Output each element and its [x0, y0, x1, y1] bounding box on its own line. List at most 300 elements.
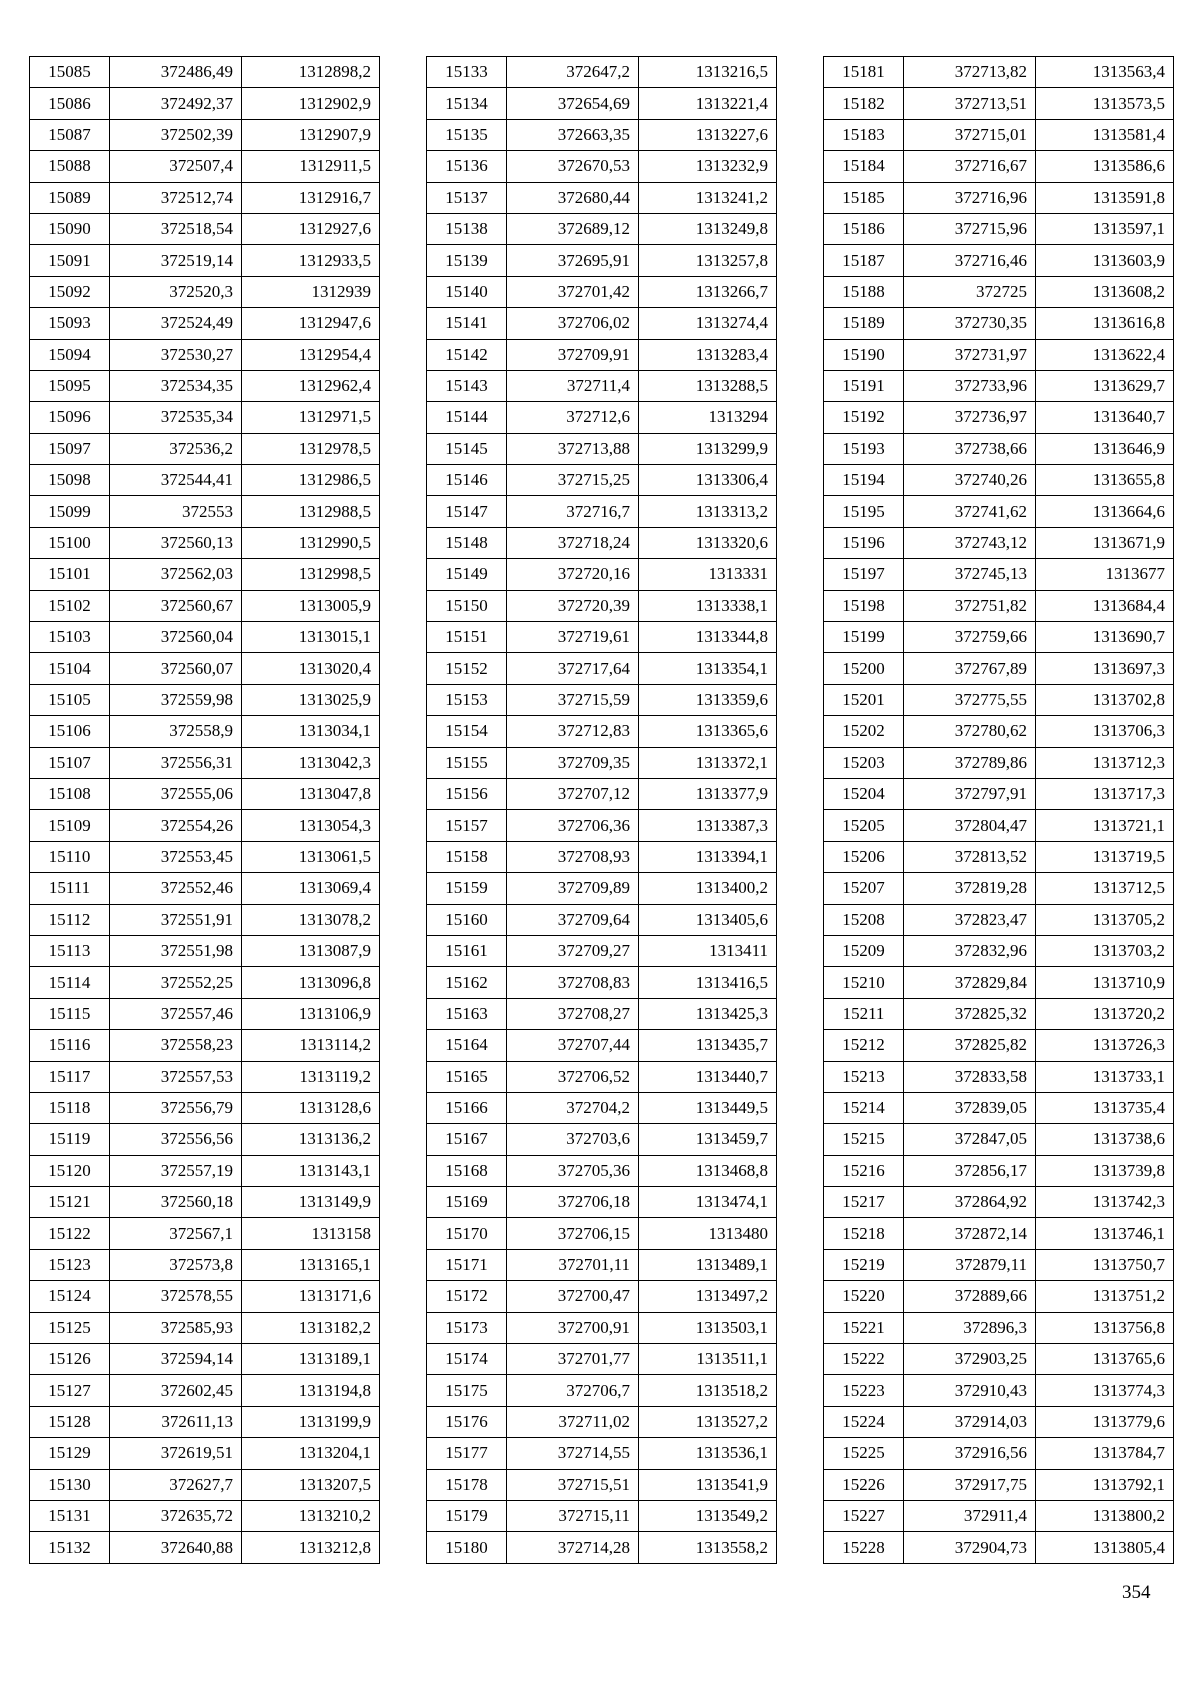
- table-row: [30, 1406, 380, 1437]
- x-coordinate-cell: 372725: [904, 276, 1036, 307]
- table-row: [30, 465, 380, 496]
- y-coordinate-cell: 1313015,1: [242, 622, 380, 653]
- point-id-cell: 15122: [30, 1218, 110, 1249]
- point-id-cell: 15134: [427, 88, 507, 119]
- y-coordinate-cell: 1313306,4: [639, 465, 777, 496]
- x-coordinate-cell: 372713,88: [507, 433, 639, 464]
- y-coordinate-cell: 1313216,5: [639, 57, 777, 88]
- point-id-cell: 15177: [427, 1438, 507, 1469]
- point-id-cell: 15145: [427, 433, 507, 464]
- x-coordinate-cell: 372715,96: [904, 213, 1036, 244]
- y-coordinate-cell: 1313474,1: [639, 1187, 777, 1218]
- y-coordinate-cell: 1313751,2: [1036, 1281, 1174, 1312]
- y-coordinate-cell: 1313210,2: [242, 1500, 380, 1531]
- y-coordinate-cell: 1313726,3: [1036, 1030, 1174, 1061]
- point-id-cell: 15228: [824, 1532, 904, 1563]
- point-id-cell: 15191: [824, 370, 904, 401]
- point-id-cell: 15112: [30, 904, 110, 935]
- y-coordinate-cell: 1313697,3: [1036, 653, 1174, 684]
- point-id-cell: 15215: [824, 1124, 904, 1155]
- point-id-cell: 15114: [30, 967, 110, 998]
- point-id-cell: 15205: [824, 810, 904, 841]
- x-coordinate-cell: 372917,75: [904, 1469, 1036, 1500]
- y-coordinate-cell: 1313106,9: [242, 998, 380, 1029]
- x-coordinate-cell: 372711,4: [507, 370, 639, 401]
- x-coordinate-cell: 372558,9: [110, 716, 242, 747]
- x-coordinate-cell: 372780,62: [904, 716, 1036, 747]
- x-coordinate-cell: 372715,01: [904, 119, 1036, 150]
- x-coordinate-cell: 372789,86: [904, 747, 1036, 778]
- x-coordinate-cell: 372709,89: [507, 873, 639, 904]
- point-id-cell: 15153: [427, 684, 507, 715]
- point-id-cell: 15168: [427, 1155, 507, 1186]
- point-id-cell: 15207: [824, 873, 904, 904]
- x-coordinate-cell: 372635,72: [110, 1500, 242, 1531]
- table-row: [30, 1030, 380, 1061]
- point-id-cell: 15110: [30, 841, 110, 872]
- table-row: [427, 1218, 777, 1249]
- table-row: [30, 151, 380, 182]
- y-coordinate-cell: 1313536,1: [639, 1438, 777, 1469]
- y-coordinate-cell: 1313199,9: [242, 1406, 380, 1437]
- x-coordinate-cell: 372585,93: [110, 1312, 242, 1343]
- y-coordinate-cell: 1313603,9: [1036, 245, 1174, 276]
- x-coordinate-cell: 372524,49: [110, 308, 242, 339]
- y-coordinate-cell: 1313274,4: [639, 308, 777, 339]
- y-coordinate-cell: 1313702,8: [1036, 684, 1174, 715]
- point-id-cell: 15171: [427, 1249, 507, 1280]
- point-id-cell: 15092: [30, 276, 110, 307]
- y-coordinate-cell: 1313087,9: [242, 935, 380, 966]
- x-coordinate-cell: 372701,42: [507, 276, 639, 307]
- table-row: [427, 1187, 777, 1218]
- x-coordinate-cell: 372551,98: [110, 935, 242, 966]
- table-row: [824, 1469, 1174, 1500]
- x-coordinate-cell: 372713,51: [904, 88, 1036, 119]
- y-coordinate-cell: 1313440,7: [639, 1061, 777, 1092]
- table-row: [824, 339, 1174, 370]
- x-coordinate-cell: 372745,13: [904, 559, 1036, 590]
- y-coordinate-cell: 1312907,9: [242, 119, 380, 150]
- x-coordinate-cell: 372731,97: [904, 339, 1036, 370]
- table-row: [427, 276, 777, 307]
- point-id-cell: 15222: [824, 1344, 904, 1375]
- y-coordinate-cell: 1313128,6: [242, 1092, 380, 1123]
- point-id-cell: 15144: [427, 402, 507, 433]
- y-coordinate-cell: 1313042,3: [242, 747, 380, 778]
- table-row: [824, 873, 1174, 904]
- table-row: [30, 684, 380, 715]
- point-id-cell: 15213: [824, 1061, 904, 1092]
- x-coordinate-cell: 372486,49: [110, 57, 242, 88]
- point-id-cell: 15218: [824, 1218, 904, 1249]
- point-id-cell: 15156: [427, 778, 507, 809]
- x-coordinate-cell: 372700,47: [507, 1281, 639, 1312]
- y-coordinate-cell: 1313054,3: [242, 810, 380, 841]
- point-id-cell: 15124: [30, 1281, 110, 1312]
- table-row: [824, 967, 1174, 998]
- table-row: [427, 653, 777, 684]
- x-coordinate-cell: 372556,79: [110, 1092, 242, 1123]
- y-coordinate-cell: 1313756,8: [1036, 1312, 1174, 1343]
- table-row: [824, 88, 1174, 119]
- y-coordinate-cell: 1313738,6: [1036, 1124, 1174, 1155]
- point-id-cell: 15192: [824, 402, 904, 433]
- y-coordinate-cell: 1313792,1: [1036, 1469, 1174, 1500]
- table-row: [427, 747, 777, 778]
- y-coordinate-cell: 1312986,5: [242, 465, 380, 496]
- point-id-cell: 15085: [30, 57, 110, 88]
- table-row: [824, 433, 1174, 464]
- point-id-cell: 15100: [30, 527, 110, 558]
- x-coordinate-cell: 372627,7: [110, 1469, 242, 1500]
- x-coordinate-cell: 372560,04: [110, 622, 242, 653]
- y-coordinate-cell: 1312947,6: [242, 308, 380, 339]
- table-row: [824, 904, 1174, 935]
- y-coordinate-cell: 1313372,1: [639, 747, 777, 778]
- y-coordinate-cell: 1313020,4: [242, 653, 380, 684]
- point-id-cell: 15203: [824, 747, 904, 778]
- table-row: [824, 1124, 1174, 1155]
- table-row: [30, 967, 380, 998]
- table-row: [824, 57, 1174, 88]
- x-coordinate-cell: 372553: [110, 496, 242, 527]
- x-coordinate-cell: 372701,77: [507, 1344, 639, 1375]
- point-id-cell: 15176: [427, 1406, 507, 1437]
- y-coordinate-cell: 1313232,9: [639, 151, 777, 182]
- x-coordinate-cell: 372759,66: [904, 622, 1036, 653]
- table-row: [427, 433, 777, 464]
- x-coordinate-cell: 372708,27: [507, 998, 639, 1029]
- table-row: [30, 1344, 380, 1375]
- table-row: [30, 433, 380, 464]
- x-coordinate-cell: 372718,24: [507, 527, 639, 558]
- table-row: [824, 1092, 1174, 1123]
- point-id-cell: 15214: [824, 1092, 904, 1123]
- x-coordinate-cell: 372647,2: [507, 57, 639, 88]
- point-id-cell: 15194: [824, 465, 904, 496]
- x-coordinate-cell: 372797,91: [904, 778, 1036, 809]
- point-id-cell: 15128: [30, 1406, 110, 1437]
- table-row: [427, 308, 777, 339]
- table-row: [824, 747, 1174, 778]
- y-coordinate-cell: 1313143,1: [242, 1155, 380, 1186]
- table-row: [824, 1438, 1174, 1469]
- y-coordinate-cell: 1313435,7: [639, 1030, 777, 1061]
- x-coordinate-cell: 372557,53: [110, 1061, 242, 1092]
- table-row: [427, 57, 777, 88]
- point-id-cell: 15193: [824, 433, 904, 464]
- table-row: [427, 1406, 777, 1437]
- y-coordinate-cell: 1313746,1: [1036, 1218, 1174, 1249]
- x-coordinate-cell: 372823,47: [904, 904, 1036, 935]
- y-coordinate-cell: 1313359,6: [639, 684, 777, 715]
- y-coordinate-cell: 1313249,8: [639, 213, 777, 244]
- y-coordinate-cell: 1313541,9: [639, 1469, 777, 1500]
- y-coordinate-cell: 1313331: [639, 559, 777, 590]
- table-row: [824, 810, 1174, 841]
- x-coordinate-cell: 372555,06: [110, 778, 242, 809]
- table-row: [427, 1092, 777, 1123]
- y-coordinate-cell: 1313221,4: [639, 88, 777, 119]
- table-row: [824, 1249, 1174, 1280]
- table-row: [824, 119, 1174, 150]
- table-row: [824, 935, 1174, 966]
- y-coordinate-cell: 1313616,8: [1036, 308, 1174, 339]
- y-coordinate-cell: 1313640,7: [1036, 402, 1174, 433]
- point-id-cell: 15166: [427, 1092, 507, 1123]
- point-id-cell: 15140: [427, 276, 507, 307]
- table-row: [30, 57, 380, 88]
- x-coordinate-cell: 372736,97: [904, 402, 1036, 433]
- point-id-cell: 15209: [824, 935, 904, 966]
- x-coordinate-cell: 372709,91: [507, 339, 639, 370]
- point-id-cell: 15106: [30, 716, 110, 747]
- table-row: [30, 1187, 380, 1218]
- x-coordinate-cell: 372716,96: [904, 182, 1036, 213]
- table-row: [427, 402, 777, 433]
- y-coordinate-cell: 1312939: [242, 276, 380, 307]
- table-row: [427, 88, 777, 119]
- table-row: [30, 1249, 380, 1280]
- table-row: [30, 182, 380, 213]
- point-id-cell: 15149: [427, 559, 507, 590]
- y-coordinate-cell: 1313425,3: [639, 998, 777, 1029]
- table-row: [427, 1061, 777, 1092]
- table-row: [427, 151, 777, 182]
- x-coordinate-cell: 372551,91: [110, 904, 242, 935]
- x-coordinate-cell: 372715,51: [507, 1469, 639, 1500]
- y-coordinate-cell: 1313677: [1036, 559, 1174, 590]
- x-coordinate-cell: 372738,66: [904, 433, 1036, 464]
- point-id-cell: 15123: [30, 1249, 110, 1280]
- table-row: [824, 308, 1174, 339]
- table-row: [824, 1218, 1174, 1249]
- point-id-cell: 15159: [427, 873, 507, 904]
- point-id-cell: 15146: [427, 465, 507, 496]
- point-id-cell: 15150: [427, 590, 507, 621]
- point-id-cell: 15188: [824, 276, 904, 307]
- x-coordinate-cell: 372712,6: [507, 402, 639, 433]
- y-coordinate-cell: 1313266,7: [639, 276, 777, 307]
- page-number: 354: [1122, 1582, 1151, 1603]
- point-id-cell: 15157: [427, 810, 507, 841]
- table-row: [30, 1124, 380, 1155]
- table-row: [30, 370, 380, 401]
- table-row: [824, 1030, 1174, 1061]
- point-id-cell: 15220: [824, 1281, 904, 1312]
- table-row: [30, 1438, 380, 1469]
- coordinates-table-3: [823, 56, 1174, 1564]
- table-row: [30, 653, 380, 684]
- table-row: [824, 1061, 1174, 1092]
- y-coordinate-cell: 1313586,6: [1036, 151, 1174, 182]
- point-id-cell: 15126: [30, 1344, 110, 1375]
- point-id-cell: 15139: [427, 245, 507, 276]
- x-coordinate-cell: 372680,44: [507, 182, 639, 213]
- coordinates-table-1: [29, 56, 380, 1564]
- y-coordinate-cell: 1313735,4: [1036, 1092, 1174, 1123]
- x-coordinate-cell: 372914,03: [904, 1406, 1036, 1437]
- point-id-cell: 15152: [427, 653, 507, 684]
- y-coordinate-cell: 1312927,6: [242, 213, 380, 244]
- x-coordinate-cell: 372704,2: [507, 1092, 639, 1123]
- table-row: [824, 1532, 1174, 1563]
- x-coordinate-cell: 372741,62: [904, 496, 1036, 527]
- y-coordinate-cell: 1313710,9: [1036, 967, 1174, 998]
- y-coordinate-cell: 1313765,6: [1036, 1344, 1174, 1375]
- table-row: [427, 684, 777, 715]
- y-coordinate-cell: 1313608,2: [1036, 276, 1174, 307]
- x-coordinate-cell: 372706,7: [507, 1375, 639, 1406]
- x-coordinate-cell: 372706,18: [507, 1187, 639, 1218]
- point-id-cell: 15138: [427, 213, 507, 244]
- table-row: [427, 339, 777, 370]
- x-coordinate-cell: 372594,14: [110, 1344, 242, 1375]
- table-row: [427, 778, 777, 809]
- x-coordinate-cell: 372557,46: [110, 998, 242, 1029]
- x-coordinate-cell: 372562,03: [110, 559, 242, 590]
- x-coordinate-cell: 372708,93: [507, 841, 639, 872]
- table-row: [427, 590, 777, 621]
- point-id-cell: 15219: [824, 1249, 904, 1280]
- y-coordinate-cell: 1313690,7: [1036, 622, 1174, 653]
- y-coordinate-cell: 1313061,5: [242, 841, 380, 872]
- table-row: [427, 904, 777, 935]
- x-coordinate-cell: 372560,67: [110, 590, 242, 621]
- x-coordinate-cell: 372716,46: [904, 245, 1036, 276]
- x-coordinate-cell: 372512,74: [110, 182, 242, 213]
- y-coordinate-cell: 1313629,7: [1036, 370, 1174, 401]
- x-coordinate-cell: 372819,28: [904, 873, 1036, 904]
- x-coordinate-cell: 372552,46: [110, 873, 242, 904]
- point-id-cell: 15147: [427, 496, 507, 527]
- y-coordinate-cell: 1313283,4: [639, 339, 777, 370]
- x-coordinate-cell: 372829,84: [904, 967, 1036, 998]
- x-coordinate-cell: 372903,25: [904, 1344, 1036, 1375]
- y-coordinate-cell: 1313047,8: [242, 778, 380, 809]
- table-row: [824, 465, 1174, 496]
- point-id-cell: 15199: [824, 622, 904, 653]
- x-coordinate-cell: 372804,47: [904, 810, 1036, 841]
- point-id-cell: 15208: [824, 904, 904, 935]
- x-coordinate-cell: 372825,32: [904, 998, 1036, 1029]
- point-id-cell: 15189: [824, 308, 904, 339]
- x-coordinate-cell: 372889,66: [904, 1281, 1036, 1312]
- table-row: [427, 559, 777, 590]
- x-coordinate-cell: 372708,83: [507, 967, 639, 998]
- point-id-cell: 15107: [30, 747, 110, 778]
- point-id-cell: 15121: [30, 1187, 110, 1218]
- table-row: [824, 213, 1174, 244]
- point-id-cell: 15195: [824, 496, 904, 527]
- table-row: [427, 1500, 777, 1531]
- point-id-cell: 15155: [427, 747, 507, 778]
- table-row: [427, 1469, 777, 1500]
- point-id-cell: 15217: [824, 1187, 904, 1218]
- x-coordinate-cell: 372715,25: [507, 465, 639, 496]
- point-id-cell: 15132: [30, 1532, 110, 1563]
- point-id-cell: 15202: [824, 716, 904, 747]
- y-coordinate-cell: 1312978,5: [242, 433, 380, 464]
- y-coordinate-cell: 1313805,4: [1036, 1532, 1174, 1563]
- point-id-cell: 15125: [30, 1312, 110, 1343]
- y-coordinate-cell: 1313288,5: [639, 370, 777, 401]
- y-coordinate-cell: 1313394,1: [639, 841, 777, 872]
- x-coordinate-cell: 372544,41: [110, 465, 242, 496]
- y-coordinate-cell: 1313459,7: [639, 1124, 777, 1155]
- point-id-cell: 15227: [824, 1500, 904, 1531]
- point-id-cell: 15210: [824, 967, 904, 998]
- table-row: [30, 559, 380, 590]
- point-id-cell: 15221: [824, 1312, 904, 1343]
- x-coordinate-cell: 372552,25: [110, 967, 242, 998]
- table-row: [427, 622, 777, 653]
- point-id-cell: 15165: [427, 1061, 507, 1092]
- x-coordinate-cell: 372743,12: [904, 527, 1036, 558]
- table-row: [30, 998, 380, 1029]
- y-coordinate-cell: 1313655,8: [1036, 465, 1174, 496]
- point-id-cell: 15133: [427, 57, 507, 88]
- table-row: [427, 245, 777, 276]
- y-coordinate-cell: 1313597,1: [1036, 213, 1174, 244]
- table-row: [824, 653, 1174, 684]
- table-row: [427, 1375, 777, 1406]
- y-coordinate-cell: 1313320,6: [639, 527, 777, 558]
- y-coordinate-cell: 1313241,2: [639, 182, 777, 213]
- y-coordinate-cell: 1313299,9: [639, 433, 777, 464]
- x-coordinate-cell: 372730,35: [904, 308, 1036, 339]
- x-coordinate-cell: 372703,6: [507, 1124, 639, 1155]
- point-id-cell: 15099: [30, 496, 110, 527]
- table-row: [427, 213, 777, 244]
- y-coordinate-cell: 1313227,6: [639, 119, 777, 150]
- y-coordinate-cell: 1312911,5: [242, 151, 380, 182]
- point-id-cell: 15223: [824, 1375, 904, 1406]
- table-row: [30, 716, 380, 747]
- y-coordinate-cell: 1313779,6: [1036, 1406, 1174, 1437]
- y-coordinate-cell: 1313344,8: [639, 622, 777, 653]
- point-id-cell: 15130: [30, 1469, 110, 1500]
- y-coordinate-cell: 1313114,2: [242, 1030, 380, 1061]
- y-coordinate-cell: 1312971,5: [242, 402, 380, 433]
- table-row: [824, 276, 1174, 307]
- point-id-cell: 15180: [427, 1532, 507, 1563]
- x-coordinate-cell: 372715,59: [507, 684, 639, 715]
- point-id-cell: 15172: [427, 1281, 507, 1312]
- y-coordinate-cell: 1313449,5: [639, 1092, 777, 1123]
- x-coordinate-cell: 372705,36: [507, 1155, 639, 1186]
- x-coordinate-cell: 372567,1: [110, 1218, 242, 1249]
- table-row: [824, 1500, 1174, 1531]
- table-row: [30, 1092, 380, 1123]
- table-row: [824, 998, 1174, 1029]
- table-row: [30, 904, 380, 935]
- point-id-cell: 15136: [427, 151, 507, 182]
- table-row: [30, 402, 380, 433]
- x-coordinate-cell: 372864,92: [904, 1187, 1036, 1218]
- point-id-cell: 15211: [824, 998, 904, 1029]
- point-id-cell: 15158: [427, 841, 507, 872]
- point-id-cell: 15115: [30, 998, 110, 1029]
- point-id-cell: 15131: [30, 1500, 110, 1531]
- point-id-cell: 15161: [427, 935, 507, 966]
- table-row: [824, 1344, 1174, 1375]
- table-row: [30, 622, 380, 653]
- table-row: [30, 88, 380, 119]
- x-coordinate-cell: 372560,13: [110, 527, 242, 558]
- table-row: [427, 841, 777, 872]
